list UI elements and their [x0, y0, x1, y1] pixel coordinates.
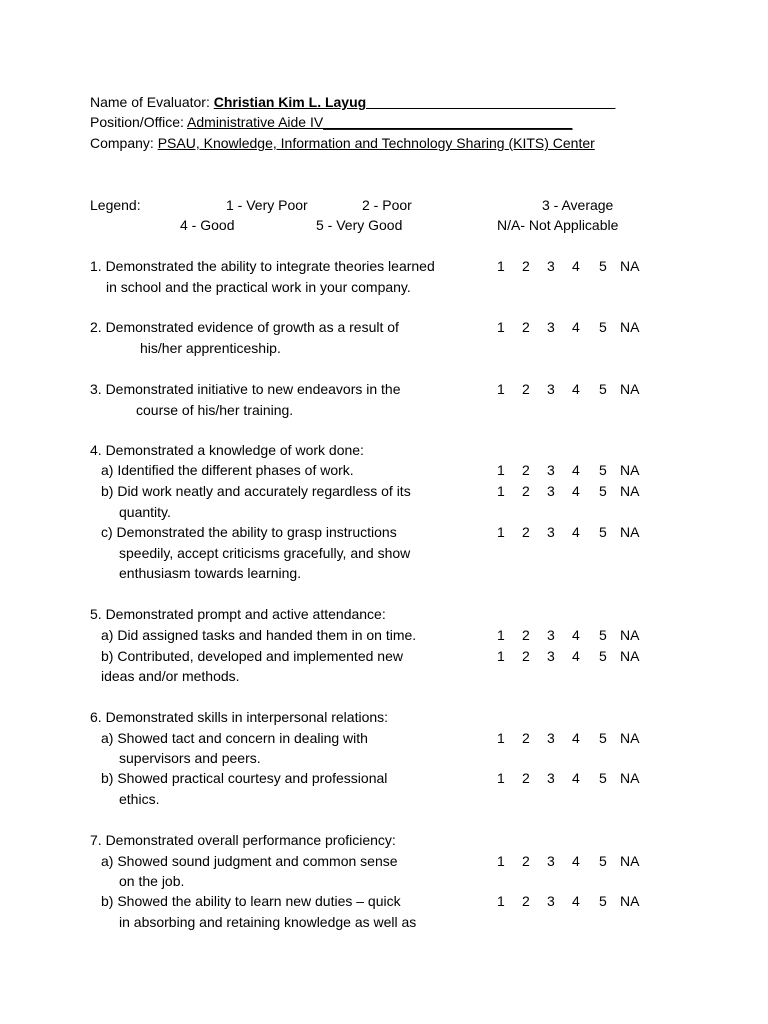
rating-scale-7a [0, 851, 768, 871]
item-1-text: 1. Demonstrated the ability to integrate theories learned [90, 258, 435, 274]
rating-option-3[interactable]: 3 [547, 524, 555, 540]
rating-option-1[interactable]: 1 [497, 381, 505, 397]
rating-option-4[interactable]: 4 [572, 730, 580, 746]
rating-option-3[interactable]: 3 [547, 770, 555, 786]
rating-option-5[interactable]: 5 [599, 730, 607, 746]
rating-option-2[interactable]: 2 [522, 648, 530, 664]
rating-option-1[interactable]: 1 [497, 524, 505, 540]
rating-scale-5a [0, 625, 768, 645]
legend-label: Legend: [90, 197, 141, 213]
item-7a-text-cont: on the job. [119, 873, 185, 889]
rating-option-5[interactable]: 5 [599, 648, 607, 664]
rating-option-2[interactable]: 2 [522, 524, 530, 540]
legend-not-applicable: N/A- Not Applicable [497, 217, 619, 233]
item-3-text-cont: course of his/her training. [136, 402, 294, 418]
evaluator-line [90, 92, 615, 113]
rating-option-3[interactable]: 3 [547, 853, 555, 869]
rating-option-5[interactable]: 5 [599, 258, 607, 274]
rating-option-3[interactable]: 3 [547, 258, 555, 274]
item-6b-text: b) Showed practical courtesy and professional [101, 770, 388, 786]
rating-option-4[interactable]: 4 [572, 770, 580, 786]
rating-option-4[interactable]: 4 [572, 462, 580, 478]
item-3-text: 3. Demonstrated initiative to new endeavors in the [90, 381, 401, 397]
legend-very-good: 5 - Very Good [316, 217, 403, 233]
rating-scale-6b [0, 768, 768, 788]
evaluator-value: Christian Kim L. Layug________________________________ [213, 94, 616, 110]
rating-option-4[interactable]: 4 [572, 381, 580, 397]
rating-option-na[interactable]: NA [620, 853, 640, 869]
rating-scale-1 [0, 256, 768, 276]
item-4-title: 4. Demonstrated a knowledge of work done: [90, 442, 364, 458]
rating-option-na[interactable]: NA [620, 462, 640, 478]
rating-option-na[interactable]: NA [620, 319, 640, 335]
legend-good: 4 - Good [180, 217, 235, 233]
rating-option-4[interactable]: 4 [572, 893, 580, 909]
rating-option-5[interactable]: 5 [599, 627, 607, 643]
company-value: PSAU, Knowledge, Information and Technology Sharing (KITS) Center [157, 135, 595, 151]
item-4c-text-cont-2: enthusiasm towards learning. [119, 565, 302, 581]
rating-option-5[interactable]: 5 [599, 483, 607, 499]
rating-option-4[interactable]: 4 [572, 853, 580, 869]
rating-option-5[interactable]: 5 [599, 381, 607, 397]
rating-option-na[interactable]: NA [620, 893, 640, 909]
item-4b-text-cont: quantity. [119, 504, 171, 520]
rating-option-1[interactable]: 1 [497, 853, 505, 869]
rating-option-1[interactable]: 1 [497, 893, 505, 909]
rating-option-5[interactable]: 5 [599, 770, 607, 786]
rating-option-5[interactable]: 5 [599, 853, 607, 869]
rating-option-na[interactable]: NA [620, 648, 640, 664]
rating-option-2[interactable]: 2 [522, 483, 530, 499]
rating-option-2[interactable]: 2 [522, 258, 530, 274]
item-5a-text: a) Did assigned tasks and handed them in on time. [101, 627, 417, 643]
evaluator-label: Name of Evaluator: [90, 94, 210, 110]
item-4b-text: b) Did work neatly and accurately regardless of its [101, 483, 411, 499]
item-7b-text-cont: in absorbing and retaining knowledge as well as [119, 914, 417, 930]
rating-scale-2 [0, 317, 768, 337]
rating-option-5[interactable]: 5 [599, 524, 607, 540]
rating-option-3[interactable]: 3 [547, 627, 555, 643]
item-5b-text: b) Contributed, developed and implemented new [101, 648, 403, 664]
rating-option-na[interactable]: NA [620, 524, 640, 540]
item-4c-text: c) Demonstrated the ability to grasp instructions [101, 524, 397, 540]
item-4a-text: a) Identified the different phases of work. [101, 462, 354, 478]
rating-scale-3 [0, 379, 768, 399]
position-value: Administrative Aide IV________________________________ [187, 114, 573, 130]
rating-option-na[interactable]: NA [620, 381, 640, 397]
item-7a-text: a) Showed sound judgment and common sense [101, 853, 398, 869]
item-4c-text-cont: speedily, accept criticisms gracefully, and show [119, 545, 411, 561]
rating-option-4[interactable]: 4 [572, 319, 580, 335]
item-7b-text: b) Showed the ability to learn new duties – quick [101, 893, 401, 909]
rating-option-2[interactable]: 2 [522, 381, 530, 397]
rating-option-4[interactable]: 4 [572, 648, 580, 664]
rating-scale-6a [0, 728, 768, 748]
item-1-text-cont: in school and the practical work in your company. [106, 279, 411, 295]
rating-option-3[interactable]: 3 [547, 319, 555, 335]
item-5-title: 5. Demonstrated prompt and active attendance: [90, 606, 386, 622]
position-label: Position/Office: [90, 114, 184, 130]
rating-option-1[interactable]: 1 [497, 319, 505, 335]
company-label: Company: [90, 135, 154, 151]
rating-scale-7b [0, 891, 768, 911]
rating-scale-5b [0, 646, 768, 666]
item-6a-text-cont: supervisors and peers. [119, 750, 261, 766]
rating-option-3[interactable]: 3 [547, 462, 555, 478]
rating-option-1[interactable]: 1 [497, 483, 505, 499]
rating-option-na[interactable]: NA [620, 627, 640, 643]
position-line [90, 112, 572, 133]
rating-option-5[interactable]: 5 [599, 893, 607, 909]
rating-option-1[interactable]: 1 [497, 258, 505, 274]
rating-option-na[interactable]: NA [620, 770, 640, 786]
item-6b-text-cont: ethics. [119, 791, 160, 807]
item-2-text: 2. Demonstrated evidence of growth as a result of [90, 319, 399, 335]
rating-option-2[interactable]: 2 [522, 462, 530, 478]
item-6-title: 6. Demonstrated skills in interpersonal relations: [90, 709, 389, 725]
rating-option-1[interactable]: 1 [497, 770, 505, 786]
rating-option-na[interactable]: NA [620, 730, 640, 746]
item-6a-text: a) Showed tact and concern in dealing with [101, 730, 368, 746]
rating-option-1[interactable]: 1 [497, 648, 505, 664]
rating-option-3[interactable]: 3 [547, 730, 555, 746]
rating-option-1[interactable]: 1 [497, 462, 505, 478]
rating-option-2[interactable]: 2 [522, 770, 530, 786]
rating-option-5[interactable]: 5 [599, 319, 607, 335]
rating-option-4[interactable]: 4 [572, 483, 580, 499]
item-5b-text-cont: ideas and/or methods. [101, 668, 240, 684]
rating-scale-4b [0, 481, 768, 501]
legend-average: 3 - Average [542, 197, 614, 213]
rating-option-2[interactable]: 2 [522, 627, 530, 643]
rating-scale-4c [0, 522, 768, 542]
rating-option-na[interactable]: NA [620, 258, 640, 274]
rating-option-5[interactable]: 5 [599, 462, 607, 478]
company-line [90, 133, 595, 154]
item-7-title: 7. Demonstrated overall performance proficiency: [90, 832, 396, 848]
legend-poor: 2 - Poor [362, 197, 412, 213]
rating-option-2[interactable]: 2 [522, 319, 530, 335]
rating-option-2[interactable]: 2 [522, 730, 530, 746]
rating-option-3[interactable]: 3 [547, 893, 555, 909]
rating-option-na[interactable]: NA [620, 483, 640, 499]
legend-very-poor: 1 - Very Poor [226, 197, 308, 213]
rating-option-3[interactable]: 3 [547, 648, 555, 664]
item-2-text-cont: his/her apprenticeship. [140, 340, 281, 356]
rating-option-3[interactable]: 3 [547, 381, 555, 397]
rating-option-4[interactable]: 4 [572, 627, 580, 643]
rating-option-4[interactable]: 4 [572, 524, 580, 540]
rating-option-1[interactable]: 1 [497, 730, 505, 746]
rating-option-3[interactable]: 3 [547, 483, 555, 499]
rating-scale-4a [0, 460, 768, 480]
rating-option-4[interactable]: 4 [572, 258, 580, 274]
rating-option-1[interactable]: 1 [497, 627, 505, 643]
rating-option-2[interactable]: 2 [522, 853, 530, 869]
rating-option-2[interactable]: 2 [522, 893, 530, 909]
